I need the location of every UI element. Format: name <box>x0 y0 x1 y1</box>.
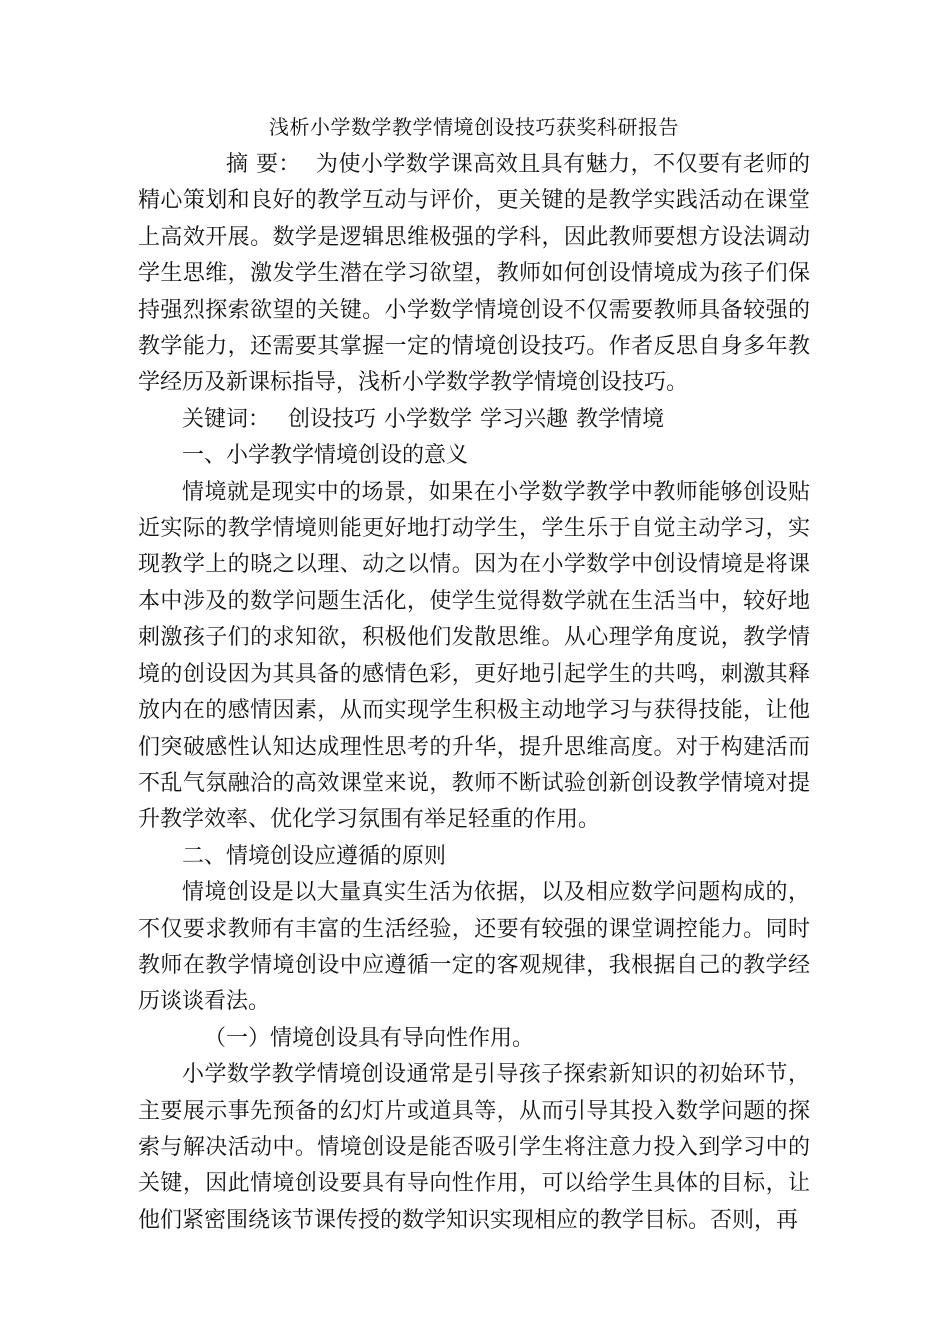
abstract-label: 摘 要： <box>226 152 301 177</box>
keyword: 学习兴趣 <box>480 406 569 432</box>
abstract-paragraph <box>138 147 810 402</box>
document-title: 浅析小学数学教学情境创设技巧获奖科研报告 <box>269 115 679 139</box>
keyword: 教学情境 <box>576 406 665 432</box>
keywords-label: 关键词： <box>182 406 271 432</box>
document-page <box>138 112 810 1239</box>
subsection-paragraph: 小学数学教学情境创设通常是引导孩子探索新知识的初始环节，主要展示事先预备的幻灯片或道具等，从而引导其投入数学问题的探索与解决活动中。情境创设是能否吸引学生将注意力投入到学习中的关键，因此情境创设要具有导向性作用，可以给学生具体的目标，让他们紧密围绕该节课传授的数学知识实现相应的教学目标。否则，再 <box>138 1062 810 1233</box>
keyword: 创设技巧 <box>288 406 377 432</box>
abstract-text: 为使小学数学课高效且具有魅力，不仅要有老师的精心策划和良好的教学互动与评价，更关键的是教学实践活动在课堂上高效开展。数学是逻辑思维极强的学科，因此教师要想方设法调动学生思维，激发学生潜在学习欲望，教师如何创设情境成为孩子们保持强烈探索欲望的关键。小学数学情境创设不仅需要教师具备较强的教学能力，还需要其掌握一定的情境创设技巧。作者反思自身多年教学经历及新课标指导，浅析小学数学教学情境创设技巧。 <box>138 152 810 396</box>
section-paragraph: 情境就是现实中的场景，如果在小学数学教学中教师能够创设贴近实际的教学情境则能更好地打动学生，学生乐于自觉主动学习，实现教学上的晓之以理、动之以情。因为在小学数学中创设情境是将课本中涉及的数学问题生活化，使学生觉得数学就在生活当中，较好地刺激孩子们的求知欲，积极他们发散思维。从心理学角度说，教学情境的创设因为其具备的感情色彩，更好地引起学生的共鸣，刺激其释放内在的感情因素，从而实现学生积极主动地学习与获得技能，让他们突破感性认知达成理性思考的升华，提升思维高度。对于构建活而不乱气氛融洽的高效课堂来说，教师不断试验创新创设教学情境对提升教学效率、优化学习氛围有举足轻重的作用。 <box>138 479 810 833</box>
subsection-heading: （一）情境创设具有导向性作用。 <box>204 1025 535 1051</box>
section-heading: 一、小学教学情境创设的意义 <box>182 443 469 469</box>
keyword: 小学数学 <box>384 406 473 432</box>
section-heading: 二、情境创设应遵循的原则 <box>182 843 447 869</box>
section-paragraph: 情境创设是以大量真实生活为依据，以及相应数学问题构成的，不仅要求教师有丰富的生活经验，还要有较强的课堂调控能力。同时教师在教学情境创设中应遵循一定的客观规律，我根据自己的教学经历谈谈看法。 <box>138 880 810 1015</box>
keywords-line <box>138 402 810 438</box>
